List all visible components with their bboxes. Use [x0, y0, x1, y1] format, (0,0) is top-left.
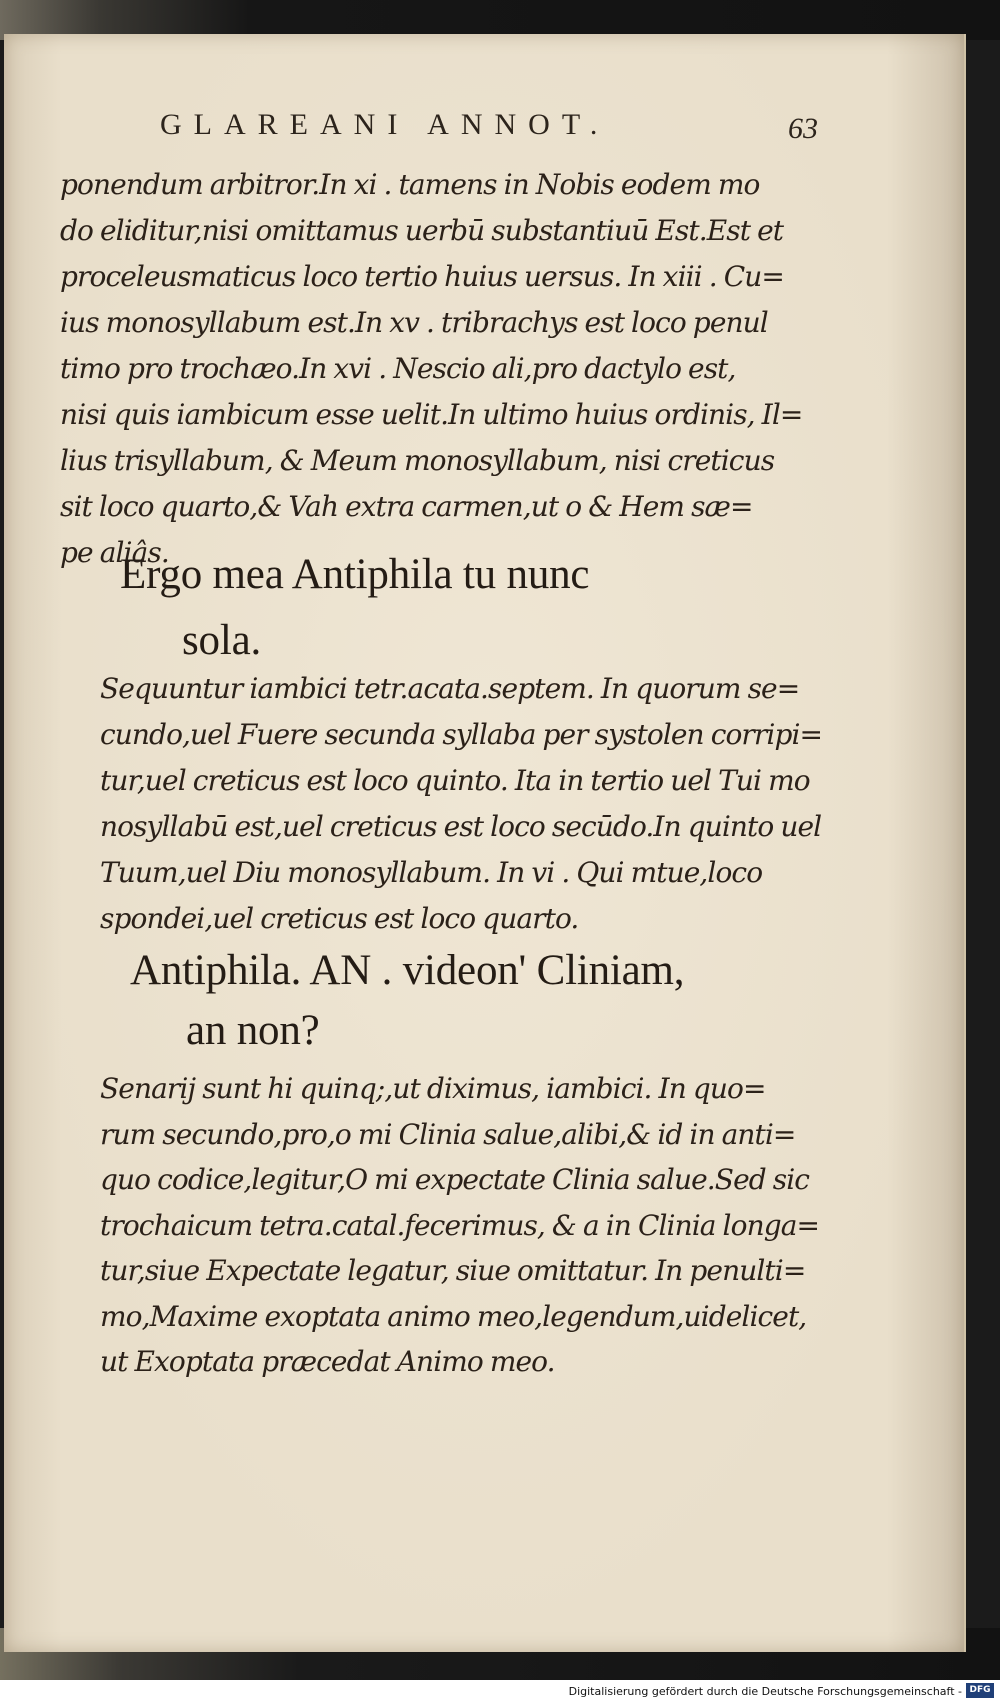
text-line: lius trisyllabum, & Meum monosyllabum, nisi creticus — [60, 444, 775, 477]
text-line: Senarij sunt hi quinq;,ut diximus, iambici. In quo= — [100, 1072, 766, 1105]
verse-quotation-2-line-1: Antiphila. AN . videon' Cliniam, — [130, 947, 685, 994]
text-line: mo,Maxime exoptata animo meo,legendum,uidelicet, — [100, 1299, 807, 1333]
text-line: proceleusmaticus loco tertio huius uersus. In xiii . Cu= — [60, 260, 784, 293]
text-line: spondei,uel creticus est loco quarto. — [100, 902, 579, 935]
commentary-paragraph-1 — [60, 162, 802, 576]
commentary-paragraph-2 — [100, 666, 822, 942]
text-line: tur,uel creticus est loco quinto. Ita in tertio uel Tui mo — [100, 764, 810, 797]
text-line: nosyllabū est,uel creticus est loco secūdo.In quinto uel — [100, 810, 822, 843]
dfg-logo-icon: DFG — [966, 1683, 994, 1698]
text-line: sit loco quarto,& Vah extra carmen,ut o & Hem sæ= — [60, 490, 753, 523]
text-line: ius monosyllabum est.In xv . tribrachys est loco penul — [60, 306, 768, 339]
verse-quotation-1-line-2: sola. — [182, 617, 262, 664]
text-line: ut Exoptata præcedat Animo meo. — [100, 1345, 555, 1378]
text-line: quo codice,legitur,O mi expectate Clinia salue.Sed sic — [100, 1163, 810, 1196]
text-line: nisi quis iambicum esse uelit.In ultimo huius ordinis, Il= — [60, 398, 803, 431]
text-line: timo pro trochæo.In xvi . Nescio ali,pro dactylo est, — [60, 352, 736, 385]
verse-quotation-2-line-2: an non? — [186, 1007, 320, 1054]
page-number: 63 — [788, 112, 818, 145]
text-line: Sequuntur iambici tetr.acata.septem. In quorum se= — [100, 672, 800, 705]
text-line: Tuum,uel Diu monosyllabum. In vi . Qui mtue,loco — [100, 856, 763, 889]
text-line: tur,siue Expectate legatur, siue omittatur. In penulti= — [100, 1254, 806, 1287]
footer-strip — [0, 1680, 1000, 1700]
text-line: ponendum arbitror.In xi . tamens in Nobis eodem mo — [60, 168, 760, 201]
running-head: GLAREANI ANNOT. — [160, 108, 610, 141]
verse-quotation-1-line-1: Ergo mea Antiphila tu nunc — [120, 551, 590, 598]
text-line: trochaicum tetra.catal.fecerimus, & a in Clinia longa= — [100, 1208, 820, 1242]
digitization-credit: Digitalisierung gefördert durch die Deutsche Forschungsgemeinschaft - — [568, 1685, 962, 1698]
text-line: cundo,uel Fuere secunda syllaba per systolen corripi= — [100, 718, 823, 751]
commentary-paragraph-3 — [100, 1066, 819, 1385]
text-line: do eliditur,nisi omittamus uerbū substantiuū Est.Est et — [60, 214, 784, 247]
text-line: pe aliâs. — [60, 536, 169, 569]
text-line: rum secundo,pro,o mi Clinia salue,alibi,& id in anti= — [100, 1117, 796, 1151]
